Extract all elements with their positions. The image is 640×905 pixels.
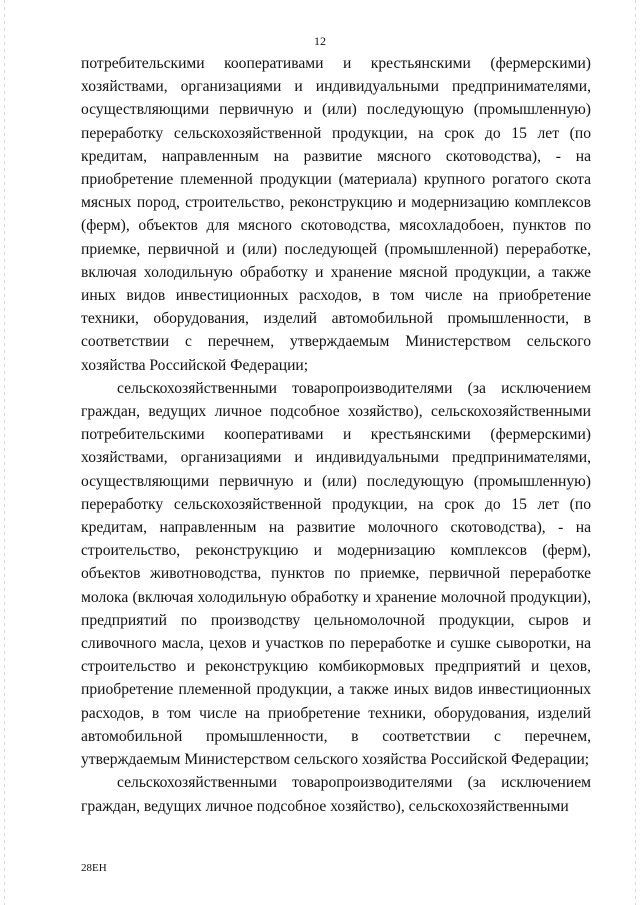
paragraph-next: сельскохозяйственными товаропроизводителями (за исключением граждан, ведущих личное подсобное хозяйство), сельскохозяйственными bbox=[81, 774, 591, 815]
paragraph-dairy-cattle: сельскохозяйственными товаропроизводителями (за исключением граждан, ведущих личное подсобное хозяйство), сельскохозяйственными потребительскими кооперативами и крестьянскими (фермерскими) хозяйствами, организациями и индивидуальными предпринимателями, осуществляющими первичную и (или) последующую (промышленную) переработку сельскохозяйственной продукции, на срок до 15 лет (по кредитам, направленным на развитие молочного скотоводства), - на строительство, реконструкцию и модернизацию комплексов (ферм), объектов животноводства, пунктов по приемке, первичной переработке молока (включая холодильную обработку и хранение молочной продукции), предприятий по производству цельномолочной продукции, сыров и сливочного масла, цехов и участков по переработке и сушке сыворотки, на строительство и реконструкцию комбикормовых предприятий и цехов, приобретение племенной продукции, а также иных видов инвестиционных расходов, в том числе на приобретение техники, оборудования, изделий автомобильной промышленности, в соответствии с перечнем, утверждаемым Министерством сельского хозяйства Российской Федерации; bbox=[81, 379, 591, 769]
document-body bbox=[81, 52, 591, 818]
paragraph-continuation: потребительскими кооперативами и крестьянскими (фермерскими) хозяйствами, организациями и индивидуальными предпринимателями, осуществляющими первичную и (или) последующую (промышленную) переработку сельскохозяйственной продукции, на срок до 15 лет (по кредитам, направленным на развитие мясного скотоводства), - на приобретение племенной продукции (материала) крупного рогатого скота мясных пород, строительство, реконструкцию и модернизацию комплексов (ферм), объектов для мясного скотоводства, мясохладобоен, пунктов по приемке, первичной и (или) последующей (промышленной) переработке, включая холодильную обработку и хранение мясной продукции, а также иных видов инвестиционных расходов, в том числе на приобретение техники, оборудования, изделий автомобильной промышленности, в соответствии с перечнем, утверждаемым Министерством сельского хозяйства Российской Федерации; bbox=[81, 55, 591, 374]
scan-edge-right bbox=[635, 0, 636, 905]
page-number: 12 bbox=[314, 34, 326, 48]
scan-edge-left bbox=[4, 0, 5, 905]
footer-document-code: 28ЕН bbox=[81, 862, 107, 874]
